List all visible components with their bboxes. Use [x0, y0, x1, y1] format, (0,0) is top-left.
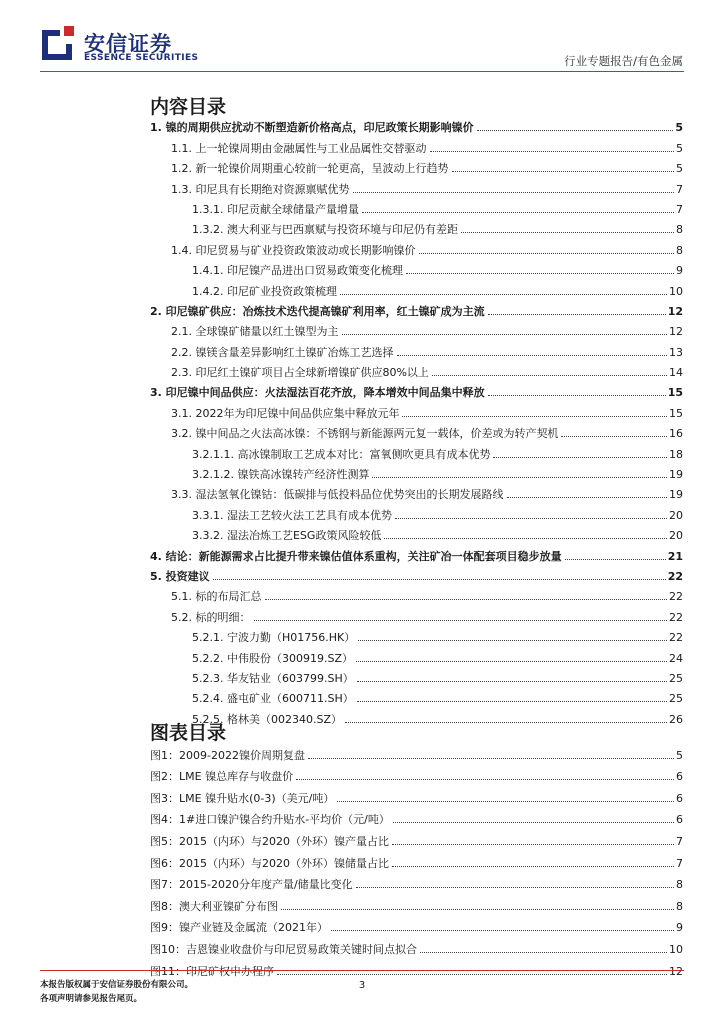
figure-entry-page: 8 — [676, 899, 683, 913]
footer-divider — [40, 970, 684, 971]
toc-entry[interactable] — [150, 441, 683, 461]
figure-entry[interactable] — [150, 784, 683, 806]
dot-leader — [357, 681, 667, 682]
dot-leader — [340, 294, 667, 295]
toc-entry-title: 1.2. 新一轮镍价周期重心较前一轮更高，呈波动上行趋势 — [171, 162, 449, 176]
toc-entry-title: 5.2.3. 华友钴业（603799.SH） — [192, 671, 354, 685]
dot-leader — [308, 758, 674, 759]
figure-entry-page: 6 — [676, 791, 683, 805]
dot-leader — [342, 334, 668, 335]
brand-name-cn: 安信证券 — [84, 32, 172, 56]
dot-leader — [362, 212, 674, 213]
toc-entry[interactable] — [150, 543, 683, 563]
dot-leader — [392, 844, 674, 845]
dot-leader — [265, 599, 668, 600]
figure-entry[interactable] — [150, 914, 683, 936]
toc-entry-page: 7 — [676, 202, 683, 216]
figure-entry-title: 图5：2015（内环）与2020（外环）镍产量占比 — [150, 834, 389, 848]
toc-entry-page: 18 — [669, 447, 683, 461]
essence-logo-icon — [40, 24, 76, 60]
dot-leader — [420, 952, 667, 953]
dot-leader — [406, 273, 674, 274]
figure-entry-page: 10 — [669, 942, 683, 956]
toc-entry-title: 2. 印尼镍矿供应：冶炼技术迭代提高镍矿利用率，红土镍矿成为主流 — [150, 304, 485, 318]
figures-title: 图表目录 — [150, 722, 227, 744]
toc-entry-page: 10 — [669, 284, 683, 298]
toc-entry-title: 1. 镍的周期供应扰动不断塑造新价格高点，印尼政策长期影响镍价 — [150, 121, 474, 135]
toc-entry-page: 12 — [669, 325, 683, 339]
toc-entry-page: 20 — [669, 529, 683, 543]
toc-entry-title: 1.4.2. 印尼矿业投资政策梳理 — [192, 284, 337, 298]
figure-entry-title: 图8：澳大利亚镍矿分布图 — [150, 899, 278, 913]
toc-entry-page: 9 — [676, 264, 683, 278]
toc-entry[interactable] — [150, 278, 683, 298]
toc-entry-page: 15 — [669, 406, 683, 420]
dot-leader — [254, 620, 668, 621]
toc-entry-page: 22 — [669, 631, 683, 645]
figure-entry-page: 12 — [669, 964, 683, 978]
toc-entry-page: 5 — [675, 121, 683, 135]
page-number: 3 — [358, 980, 366, 991]
figure-entry-page: 7 — [676, 856, 683, 870]
dot-leader — [356, 887, 674, 888]
dot-leader — [432, 375, 667, 376]
toc-entry[interactable] — [150, 197, 683, 217]
toc-entry-page: 26 — [669, 712, 683, 726]
toc-entry-page: 22 — [667, 569, 683, 583]
figure-entry[interactable] — [150, 827, 683, 849]
figure-entry[interactable] — [150, 957, 683, 979]
toc-entry[interactable] — [150, 237, 683, 257]
figure-entry-title: 图7：2015-2020分年度产量/储量比变化 — [150, 878, 353, 892]
toc-entry[interactable] — [150, 421, 683, 441]
toc-entry-page: 14 — [669, 366, 683, 380]
toc-entry[interactable] — [150, 462, 683, 482]
toc-entry-title: 1.4. 印尼贸易与矿业投资政策波动或长期影响镍价 — [171, 243, 416, 257]
figure-entry[interactable] — [150, 849, 683, 871]
toc-entry-title: 1.4.1. 印尼镍产品进出口贸易政策变化梳理 — [192, 264, 403, 278]
toc-entry[interactable] — [150, 156, 683, 176]
toc-entry-title: 3.3.2. 湿法冶炼工艺ESG政策风险较低 — [192, 529, 382, 543]
toc-entry[interactable] — [150, 400, 683, 420]
toc-entry-page: 20 — [669, 508, 683, 522]
disclaimer-line-2: 各项声明请参见报告尾页。 — [40, 994, 143, 1004]
figure-entry[interactable] — [150, 871, 683, 893]
toc-title: 内容目录 — [150, 96, 227, 118]
dot-leader — [488, 395, 666, 396]
toc-entry-title: 3.3. 湿法氢氧化镍钴：低碳排与低投料品位优势突出的长期发展路线 — [171, 488, 504, 502]
dot-leader — [358, 640, 667, 641]
toc-entry[interactable] — [150, 217, 683, 237]
table-of-contents — [150, 115, 683, 727]
toc-entry-title: 3.1. 2022年为印尼镍中间品供应集中释放元年 — [171, 406, 400, 420]
toc-entry-page: 19 — [669, 468, 683, 482]
toc-entry[interactable] — [150, 380, 683, 400]
toc-entry-title: 5.2.5. 格林美（002340.SZ） — [192, 712, 342, 726]
figure-entry[interactable] — [150, 763, 683, 785]
figure-entry-title: 图11：印尼矿权申办程序 — [150, 964, 274, 978]
dot-leader — [331, 930, 674, 931]
dot-leader — [372, 477, 667, 478]
figure-entry-page: 6 — [676, 813, 683, 827]
toc-entry-page: 24 — [669, 651, 683, 665]
report-category: 行业专题报告/有色金属 — [564, 54, 683, 68]
toc-entry-title: 1.1. 上一轮镍周期由金融属性与工业品属性交替驱动 — [171, 141, 427, 155]
toc-entry[interactable] — [150, 258, 683, 278]
dot-leader — [452, 171, 675, 172]
footer-disclaimer — [40, 978, 193, 1006]
figure-entry-title: 图6：2015（内环）与2020（外环）镍储量占比 — [150, 856, 389, 870]
dot-leader — [384, 538, 667, 539]
toc-entry-title: 3.2. 镍中间品之火法高冰镍：不锈钢与新能源两元复一载体，价差或为转产契机 — [171, 427, 559, 441]
toc-entry-title: 5. 投资建议 — [150, 569, 210, 583]
toc-entry[interactable] — [150, 135, 683, 155]
figure-entry[interactable] — [150, 892, 683, 914]
toc-entry[interactable] — [150, 666, 683, 686]
toc-entry[interactable] — [150, 319, 683, 339]
dot-leader — [356, 661, 667, 662]
dot-leader — [565, 559, 666, 560]
toc-entry-title: 1.3.1. 印尼贡献全球储量产量增量 — [192, 202, 359, 216]
figure-entry-title: 图2：LME 镍总库存与收盘价 — [150, 770, 294, 784]
toc-entry-page: 12 — [667, 304, 683, 318]
list-of-figures — [150, 741, 683, 979]
figure-entry-page: 5 — [676, 748, 683, 762]
dot-leader — [430, 151, 675, 152]
dot-leader — [402, 416, 667, 417]
toc-entry[interactable] — [150, 645, 683, 665]
toc-entry[interactable] — [150, 115, 683, 135]
toc-entry-title: 3. 印尼镍中间品供应：火法湿法百花齐放，降本增效中间品集中释放 — [150, 386, 485, 400]
toc-entry-title: 3.3.1. 湿法工艺较火法工艺具有成本优势 — [192, 508, 392, 522]
toc-entry-title: 5.2.4. 盛屯矿业（600711.SH） — [192, 692, 354, 706]
dot-leader — [461, 232, 674, 233]
toc-entry[interactable] — [150, 176, 683, 196]
figure-entry-page: 9 — [676, 921, 683, 935]
toc-entry-page: 5 — [676, 162, 683, 176]
toc-entry-page: 13 — [669, 345, 683, 359]
toc-entry[interactable] — [150, 564, 683, 584]
dot-leader — [397, 355, 668, 356]
toc-entry[interactable] — [150, 360, 683, 380]
toc-entry[interactable] — [150, 584, 683, 604]
dot-leader — [345, 722, 667, 723]
toc-entry-title: 5.2.2. 中伟股份（300919.SZ） — [192, 651, 353, 665]
dot-leader — [337, 801, 674, 802]
toc-entry-title: 2.3. 印尼红土镍矿项目占全球新增镍矿供应80%以上 — [171, 366, 429, 380]
toc-entry-page: 7 — [676, 182, 683, 196]
dot-leader — [277, 974, 667, 975]
figure-entry-page: 7 — [676, 834, 683, 848]
toc-entry-page: 21 — [667, 549, 683, 563]
toc-entry[interactable] — [150, 502, 683, 522]
dot-leader — [507, 497, 668, 498]
disclaimer-line-1: 本报告版权属于安信证券股份有限公司。 — [40, 980, 194, 990]
dot-leader — [296, 779, 674, 780]
toc-entry-page: 16 — [669, 427, 683, 441]
dot-leader — [357, 701, 667, 702]
figure-entry-title: 图3：LME 镍升贴水(0-3)（美元/吨） — [150, 791, 335, 805]
dot-leader — [281, 909, 674, 910]
toc-entry[interactable] — [150, 339, 683, 359]
dot-leader — [561, 436, 667, 437]
figure-entry-title: 图4：1#进口镍沪镍合约升贴水-平均价（元/吨） — [150, 813, 390, 827]
dot-leader — [419, 253, 675, 254]
toc-entry-title: 1.3. 印尼具有长期绝对资源禀赋优势 — [171, 182, 350, 196]
toc-entry-page: 19 — [669, 488, 683, 502]
toc-entry[interactable] — [150, 482, 683, 502]
figure-entry[interactable] — [150, 806, 683, 828]
toc-entry-title: 3.2.1.2. 镍铁高冰镍转产经济性测算 — [192, 468, 370, 482]
toc-entry-page: 8 — [676, 243, 683, 257]
toc-entry-title: 2.2. 镍镁含量差异影响红土镍矿冶炼工艺选择 — [171, 345, 394, 359]
dot-leader — [353, 192, 675, 193]
figure-entry-title: 图1：2009-2022镍价周期复盘 — [150, 748, 305, 762]
toc-entry-page: 5 — [676, 141, 683, 155]
toc-entry-title: 5.2.1. 宁波力勤（H01756.HK） — [192, 631, 356, 645]
dot-leader — [488, 314, 666, 315]
toc-entry-page: 15 — [667, 386, 683, 400]
toc-entry[interactable] — [150, 706, 683, 726]
toc-entry-title: 4. 结论：新能源需求占比提升带来镍估值体系重构，关注矿冶一体配套项目稳步放量 — [150, 549, 562, 563]
toc-entry-page: 25 — [669, 671, 683, 685]
toc-entry-title: 5.2. 标的明细： — [171, 610, 251, 624]
toc-entry-title: 1.3.2. 澳大利亚与巴西禀赋与投资环境与印尼仍有差距 — [192, 223, 458, 237]
dot-leader — [477, 130, 674, 131]
toc-entry-title: 5.1. 标的布局汇总 — [171, 590, 262, 604]
brand-name-en: ESSENCE SECURITIES — [84, 53, 199, 63]
page-header — [0, 0, 724, 80]
figure-entry-title: 图9：镍产业链及金属流（2021年） — [150, 921, 328, 935]
dot-leader — [393, 822, 674, 823]
toc-entry[interactable] — [150, 625, 683, 645]
figure-entry[interactable] — [150, 935, 683, 957]
dot-leader — [395, 518, 667, 519]
header-divider — [40, 71, 684, 72]
toc-entry-page: 22 — [669, 590, 683, 604]
toc-entry[interactable] — [150, 604, 683, 624]
toc-entry-page: 25 — [669, 692, 683, 706]
dot-leader — [392, 866, 674, 867]
toc-entry-page: 22 — [669, 610, 683, 624]
toc-entry[interactable] — [150, 299, 683, 319]
toc-entry-title: 2.1. 全球镍矿储量以红土镍型为主 — [171, 325, 339, 339]
figure-entry-title: 图10：吉恩镍业收盘价与印尼贸易政策关键时间点拟合 — [150, 942, 417, 956]
dot-leader — [493, 457, 667, 458]
figure-entry[interactable] — [150, 741, 683, 763]
toc-entry[interactable] — [150, 686, 683, 706]
figure-entry-page: 8 — [676, 878, 683, 892]
dot-leader — [213, 579, 666, 580]
toc-entry-page: 8 — [676, 223, 683, 237]
toc-entry[interactable] — [150, 523, 683, 543]
toc-entry-title: 3.2.1.1. 高冰镍制取工艺成本对比：富氧侧吹更具有成本优势 — [192, 447, 491, 461]
figure-entry-page: 6 — [676, 770, 683, 784]
